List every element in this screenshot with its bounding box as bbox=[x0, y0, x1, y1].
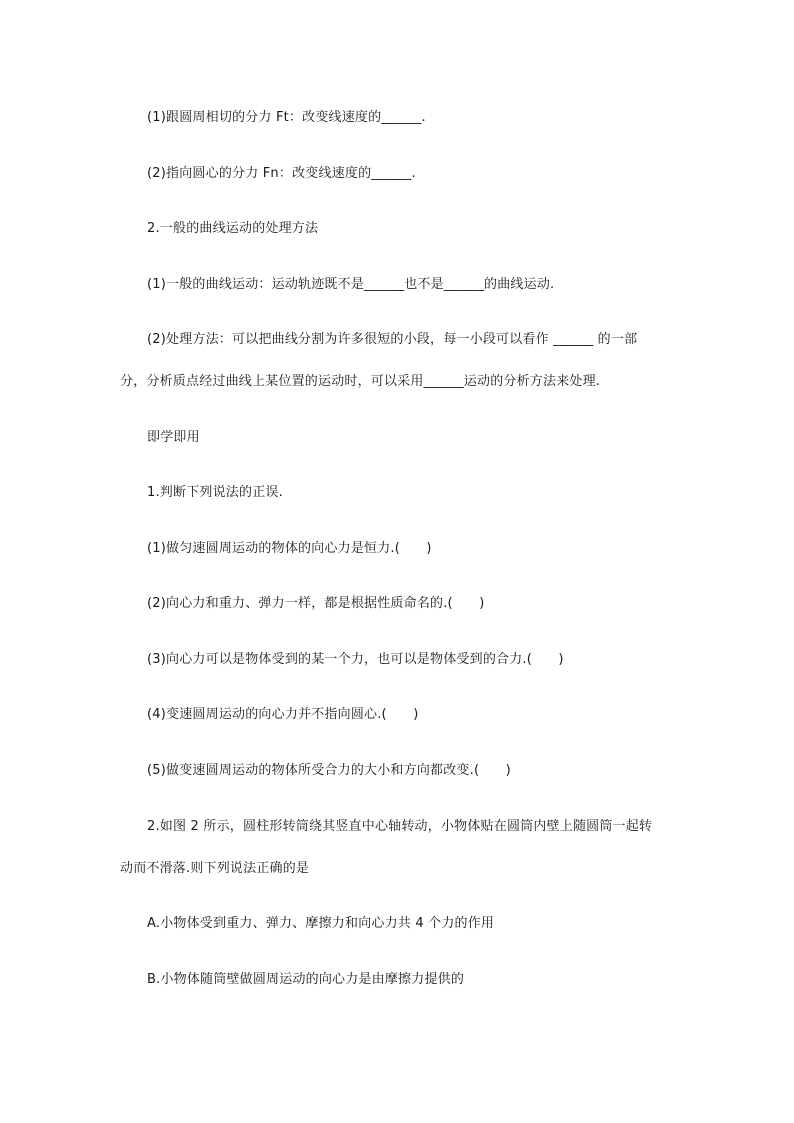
question-item: (2)向心力和重力、弹力一样，都是根据性质命名的.( ) bbox=[147, 596, 485, 611]
answer-option-b: B.小物体随筒壁做圆周运动的向心力是由摩擦力提供的 bbox=[147, 972, 465, 987]
question-heading: 1.判断下列说法的正误. bbox=[147, 485, 283, 500]
section-heading: 2.一般的曲线运动的处理方法 bbox=[147, 221, 319, 236]
paragraph-line: (1)跟圆周相切的分力 Ft：改变线速度的______. bbox=[147, 110, 426, 125]
paragraph-line: (2)指向圆心的分力 Fn：改变线速度的______. bbox=[147, 166, 416, 181]
question-item: (3)向心力可以是物体受到的某一个力，也可以是物体受到的合力.( ) bbox=[147, 652, 564, 667]
section-heading: 即学即用 bbox=[147, 430, 200, 445]
question-stem: 2.如图 2 所示，圆柱形转筒绕其竖直中心轴转动，小物体贴在圆筒内壁上随圆筒一起转 bbox=[147, 819, 653, 834]
answer-option-a: A.小物体受到重力、弹力、摩擦力和向心力共 4 个力的作用 bbox=[147, 916, 495, 931]
question-item: (1)做匀速圆周运动的物体的向心力是恒力.( ) bbox=[147, 541, 432, 556]
paragraph-line: (2)处理方法：可以把曲线分割为许多很短的小段，每一小段可以看作 ______ 的一部 bbox=[147, 332, 638, 347]
question-item: (5)做变速圆周运动的物体所受合力的大小和方向都改变.( ) bbox=[147, 763, 511, 778]
paragraph-line: (1)一般的曲线运动：运动轨迹既不是______也不是______的曲线运动. bbox=[147, 277, 555, 292]
question-stem: 动而不滑落.则下列说法正确的是 bbox=[120, 861, 310, 876]
paragraph-line: 分，分析质点经过曲线上某位置的运动时，可以采用______运动的分析方法来处理. bbox=[120, 374, 601, 389]
question-item: (4)变速圆周运动的向心力并不指向圆心.( ) bbox=[147, 707, 419, 722]
